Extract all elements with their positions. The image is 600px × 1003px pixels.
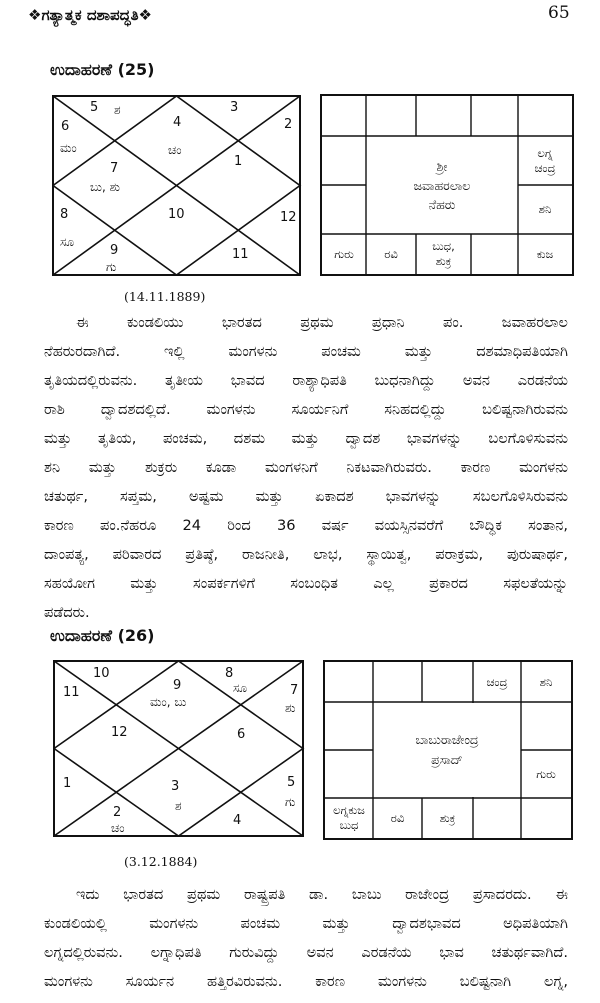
planet-label: ಸೂ xyxy=(60,235,75,249)
house-number: 10 xyxy=(93,666,110,681)
house-number: 6 xyxy=(237,727,246,742)
text-line: ಕುಂಡಲಿಯಲ್ಲಿ ಮಂಗಳನು ಪಂಚಮ ಮತ್ತು ದ್ವಾದಶಭಾವದ ಅಧಿಪತಿಯಾಗಿ xyxy=(44,915,568,932)
ravi-cell xyxy=(366,234,416,274)
text-line: ಚತುರ್ಥ, ಸಪ್ತಮ, ಅಷ್ಟಮ ಮತ್ತು ಏಕಾದಶ ಭಾವಗಳನ್ನು ಸಬಲಗೊಳಿಸಿರುವನು xyxy=(44,488,568,505)
lagna-kuja-budha-cell xyxy=(325,798,373,838)
guru-cell xyxy=(322,234,366,274)
text-line: ಕಾರಣ ಪಂ.ನೆಹರೂ 24 ರಿಂದ 36 ವರ್ಷ ವಯಸ್ಸಿನವರೆಗೆ ಬೌದ್ಧಿಕ ಸಂತಾನ, xyxy=(44,517,568,534)
house-number: 4 xyxy=(173,115,182,130)
north-indian-chart-25 xyxy=(52,95,302,277)
house-number: 2 xyxy=(284,117,293,132)
name-line: ಪ್ರಸಾದ್ xyxy=(431,752,463,767)
house-number: 6 xyxy=(61,119,70,134)
house-number: 8 xyxy=(60,207,69,222)
house-number: 1 xyxy=(63,776,72,791)
ravi-cell xyxy=(373,798,422,838)
house-number: 3 xyxy=(230,100,239,115)
shani-cell xyxy=(521,662,571,702)
cell-text: ಕುಜ xyxy=(536,246,554,261)
text-line: ರಾಶಿ ದ್ವಾದಶದಲ್ಲಿದೆ. ಮಂಗಳನು ಸೂರ್ಯನಿಗೆ ಸನಿಹದಲ್ಲಿದ್ದು ಬಲಿಷ್ಟನಾಗಿರುವನು xyxy=(44,401,568,418)
house-number: 5 xyxy=(287,775,296,790)
house-number: 10 xyxy=(168,207,185,222)
text-line: ಈ ಕುಂಡಲಿಯು ಭಾರತದ ಪ್ರಥಮ ಪ್ರಧಾನಿ ಪಂ. ಜವಾಹರಲಾಲ xyxy=(76,314,568,331)
cell-text: ಗುರು xyxy=(334,246,354,261)
paragraph-2 xyxy=(44,880,568,996)
example-heading-25: ಉದಾಹರಣೆ (25) xyxy=(50,60,155,79)
cell-text: ಶುಕ್ರ xyxy=(439,810,456,825)
text-line: ತೃತಿಯದಲ್ಲಿರುವನು. ತೃತೀಯ ಭಾವದ ರಾಶ್ಯಾಧಿಪತಿ ಬುಧನಾಗಿದ್ದು ಅವನ ಎರಡನೆಯ xyxy=(44,372,568,389)
page-number: 65 xyxy=(548,3,570,23)
name-line: ಜವಾಹರಲಾಲ xyxy=(413,177,471,193)
text-line: ದಾಂಪತ್ಯ, ಪರಿವಾರದ ಪ್ರತಿಷ್ಠೆ, ರಾಜನೀತಿ, ಲಾಭ, ಸ್ಥಾಯಿತ್ವ, ಪರಾಕ್ರಮ, ಪುರುಷಾರ್ಥ, xyxy=(44,546,568,563)
native-name-block xyxy=(366,136,518,234)
cell-text: ರವಿ xyxy=(384,246,398,261)
planet-label: ಮಂ xyxy=(60,141,77,155)
house-number: 1 xyxy=(234,154,243,169)
south-indian-chart-26 xyxy=(323,660,573,840)
house-number: 8 xyxy=(225,666,234,681)
house-number: 5 xyxy=(90,100,99,115)
cell-text: ರವಿ xyxy=(390,810,405,825)
planet-label: ಗು xyxy=(285,795,296,809)
text-line: ಶನಿ ಮತ್ತು ಶುಕ್ರರು ಕೂಡಾ ಮಂಗಳನಿಗೆ ನಿಕಟವಾಗಿರುವರು. ಕಾರಣ ಮಂಗಳನು xyxy=(44,459,568,476)
text-line: ಪಡೆದರು. xyxy=(44,604,90,621)
native-name-block xyxy=(373,702,521,798)
kuja-cell xyxy=(518,234,572,274)
name-line: ಶ್ರೀ xyxy=(436,158,448,174)
example-heading-26: ಉದಾಹರಣೆ (26) xyxy=(50,626,155,645)
cell-text: ಬುಧ xyxy=(339,818,359,832)
house-number: 4 xyxy=(233,813,242,828)
house-number: 7 xyxy=(110,161,119,176)
budha-shukra-cell xyxy=(416,234,471,274)
house-number: 2 xyxy=(113,805,122,820)
planet-label: ಮಂ, ಬು xyxy=(150,695,187,709)
cell-text: ಶುಕ್ರ xyxy=(435,254,452,268)
birth-date-26: (3.12.1884) xyxy=(124,854,198,869)
cell-text: ಬುಧ, xyxy=(432,239,455,253)
house-number: 7 xyxy=(290,683,299,698)
planet-label: ಶ xyxy=(114,103,121,117)
cell-text: ಶನಿ xyxy=(538,202,552,216)
house-number: 11 xyxy=(232,247,249,262)
north-indian-chart-26 xyxy=(53,660,305,838)
south-indian-chart-25 xyxy=(320,94,574,276)
house-number: 11 xyxy=(63,685,80,700)
house-number: 12 xyxy=(280,210,297,225)
birth-date-25: (14.11.1889) xyxy=(124,289,206,304)
guru-cell xyxy=(521,750,571,798)
shani-cell xyxy=(518,185,572,234)
cell-text: ಶನಿ xyxy=(539,674,553,689)
planet-label: ಶು xyxy=(285,701,296,715)
name-line: ಬಾಬುರಾಜೇಂದ್ರ xyxy=(415,732,479,747)
cell-text: ಚಂದ್ರ xyxy=(534,160,556,175)
name-line: ನೆಹರು xyxy=(428,196,456,212)
text-line: ನೆಹರುರದಾಗಿದೆ. ಇಲ್ಲಿ ಮಂಗಳನು ಪಂಚಮ ಮತ್ತು ದಶಮಾಧಿಪತಿಯಾಗಿ xyxy=(44,343,568,360)
planet-label: ಚಂ xyxy=(168,143,182,157)
planet-label: ಬು, ಶು xyxy=(90,180,120,194)
house-number: 12 xyxy=(111,725,128,740)
cell-text: ಲಗ್ನ xyxy=(537,145,553,160)
house-number: 3 xyxy=(171,779,180,794)
paragraph-1 xyxy=(44,308,568,627)
planet-label: ಚಂ xyxy=(111,821,125,835)
planet-label: ಗು xyxy=(106,260,117,274)
shukra-cell xyxy=(422,798,473,838)
cell-text: ಚಂದ್ರ xyxy=(486,674,508,689)
text-line: ಸಹಯೋಗ ಮತ್ತು ಸಂಪರ್ಕಗಳಿಗೆ ಸಂಬಂಧಿತ ಎಲ್ಲ ಪ್ರಕಾರದ ಸಫಲತೆಯನ್ನು xyxy=(44,575,568,592)
text-line: ಇದು ಭಾರತದ ಪ್ರಥಮ ರಾಷ್ಟ್ರಪತಿ ಡಾ. ಬಾಬು ರಾಜೇಂದ್ರ ಪ್ರಸಾದರದು. ಈ xyxy=(76,886,568,903)
cell-text: ಲಗ್ನಕುಜ xyxy=(333,803,365,817)
text-line: ಲಗ್ನದಲ್ಲಿರುವನು. ಲಗ್ನಾಧಿಪತಿ ಗುರುವಿದ್ದು ಅವನ ಎರಡನೆಯ ಭಾವ ಚತುರ್ಥವಾಗಿದೆ. xyxy=(44,944,568,961)
planet-label: ಸೂ xyxy=(233,681,248,695)
running-title: ❖ಗತ್ಯಾತ್ಮಕ ದಶಾಪದ್ಧತಿ❖ xyxy=(28,6,152,24)
house-number: 9 xyxy=(110,243,119,258)
cell-text: ಗುರು xyxy=(536,766,556,781)
text-line: ಮತ್ತು ತೃತಿಯ, ಪಂಚಮ, ದಶಮ ಮತ್ತು ದ್ವಾದಶ ಭಾವಗಳನ್ನು ಬಲಗೊಳಿಸುವನು xyxy=(44,430,568,447)
text-line: ಮಂಗಳನು ಸೂರ್ಯನ ಹತ್ತಿರವಿರುವನು. ಕಾರಣ ಮಂಗಳನು ಬಲಿಷ್ಟನಾಗಿ ಲಗ್ನ, xyxy=(44,973,568,990)
planet-label: ಶ xyxy=(175,799,182,813)
lagna-cell xyxy=(518,136,572,185)
house-number: 9 xyxy=(173,678,182,693)
chandra-cell xyxy=(473,662,521,702)
